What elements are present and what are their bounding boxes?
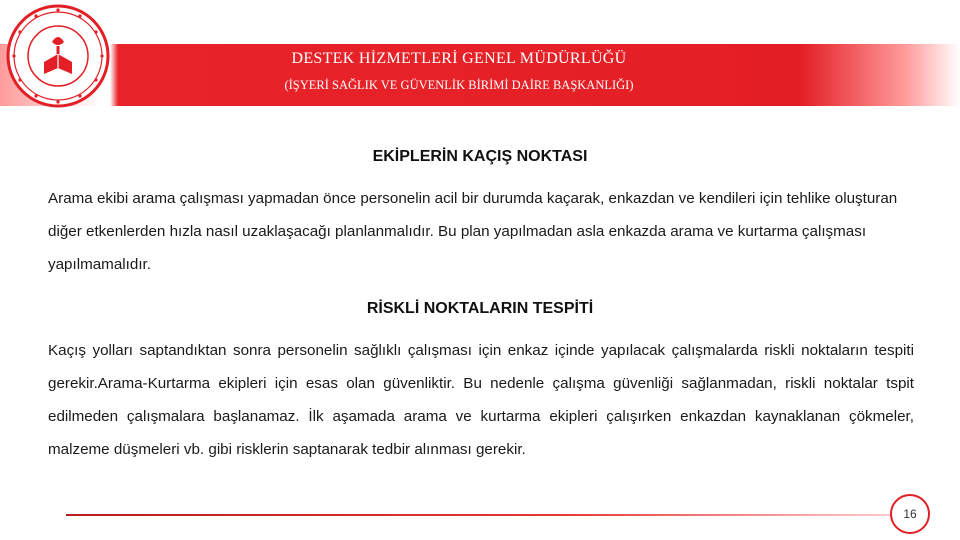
page-number-badge: 16 [890,494,930,534]
header-title: DESTEK HİZMETLERİ GENEL MÜDÜRLÜĞÜ [291,50,627,67]
section-heading-risk-points: RİSKLİ NOKTALARIN TESPİTİ [366,300,594,317]
ministry-emblem-icon [4,2,112,110]
footer-divider [66,514,896,516]
section-paragraph-risk-points: Kaçış yolları saptandıktan sonra personelin sağlıklı çalışması için enkaz içinde yapılacak çalışmalarda riskli noktaların tespiti gerekir.Arama-Kurtarma ekipleri için esas olan güvenliktir. Bu nedenle çalışma güvenliği sağlanmadan, riskli noktalar tspit edilmeden çalışmalara başlanamaz. İlk aşamada arama ve kurtarma ekipleri çalışırken enkazdan kaynaklanan çökmeler, malzeme düşmeleri vb. gibi risklerin saptanarak tedbir alınması gerekir. [48,342,914,458]
header-subtitle: (İŞYERİ SAĞLIK VE GÜVENLİK BİRİMİ DAİRE BAŞKANLIĞI) [284,78,634,92]
section-heading-escape-point: EKİPLERİN KAÇIŞ NOKTASI [372,148,588,165]
section-paragraph-escape-point: Arama ekibi arama çalışması yapmadan önce personelin acil bir durumda kaçarak, enkazdan ve kendileri için tehlike oluşturan diğer etkenlerden hızla nasıl uzaklaşacağı planlanmalıdır. Bu plan yapılmadan asla enkazda arama ve kurtarma çalışması yapılmamalıdır. [48,190,898,273]
